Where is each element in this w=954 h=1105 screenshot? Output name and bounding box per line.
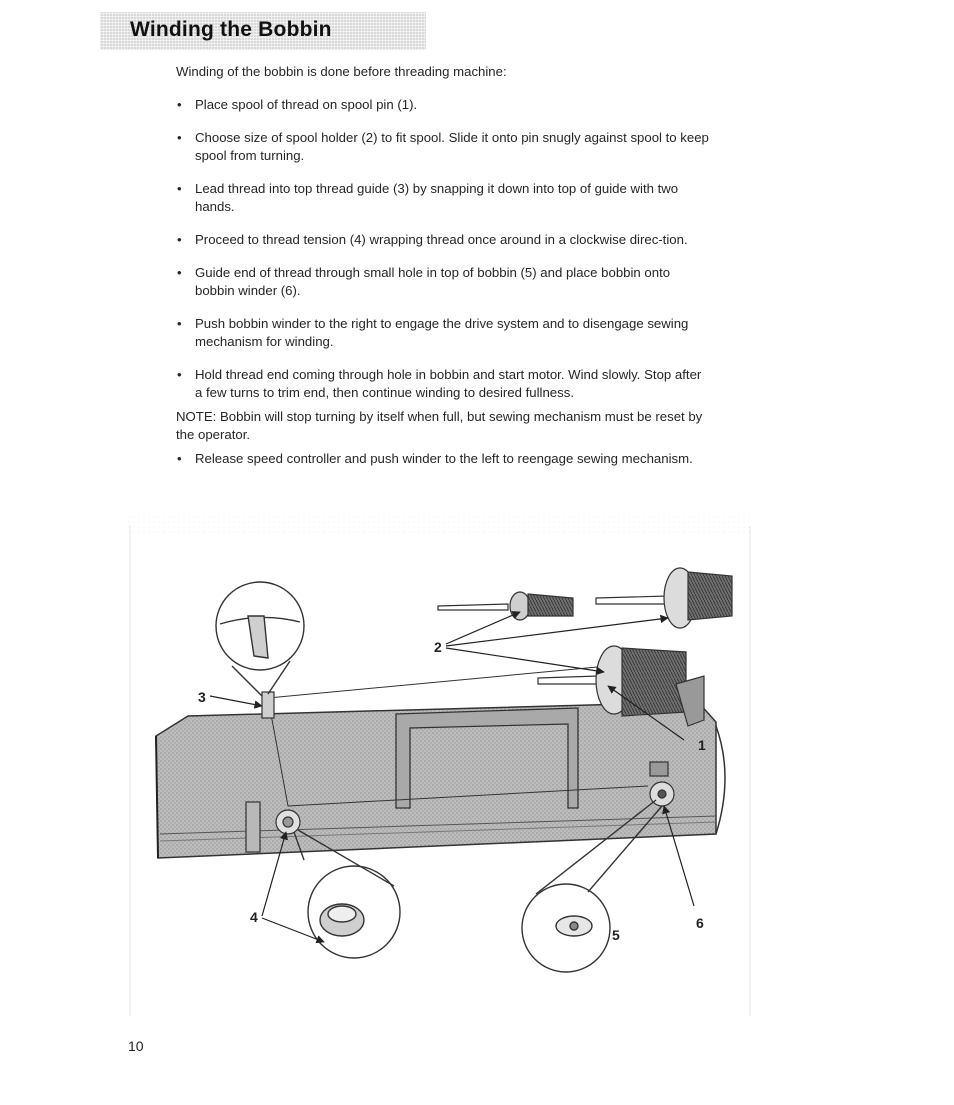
step-list [176, 96, 712, 402]
step-item: • Proceed to thread tension (4) wrapping thread once around in a clockwise direc-tion. [176, 231, 712, 249]
step-item: • Choose size of spool holder (2) to fit spool. Slide it onto pin snugly against spool to keep spool from turning. [176, 129, 712, 165]
callout-1: 1 [698, 737, 706, 753]
thread-guide [262, 692, 274, 718]
callout-4: 4 [250, 909, 258, 925]
callout-2: 2 [434, 639, 442, 655]
note [176, 408, 712, 444]
note-text: Bobbin will stop turning by itself when full, but sewing mechanism must be reset by the operator. [176, 409, 703, 442]
page-number: 10 [128, 1038, 144, 1054]
final-step-list [176, 450, 712, 468]
figure-top-band [128, 516, 752, 536]
step-item: • Release speed controller and push winder to the left to reengage sewing mechanism. [176, 450, 712, 468]
step-item: • Hold thread end coming through hole in bobbin and start motor. Wind slowly. Stop after a few turns to trim end, then continue winding to desired fullness. [176, 366, 712, 402]
step-item: • Guide end of thread through small hole in top of bobbin (5) and place bobbin onto bobbin winder (6). [176, 264, 712, 300]
detail-circle-guide [216, 582, 304, 696]
step-item: • Place spool of thread on spool pin (1). [176, 96, 712, 114]
intro-text: Winding of the bobbin is done before threading machine: [176, 64, 507, 79]
instructions [176, 63, 712, 468]
machine-body [156, 702, 725, 858]
spool-pins [438, 568, 732, 726]
callout-6: 6 [696, 915, 704, 931]
note-label: NOTE: [176, 409, 217, 424]
callout-3: 3 [198, 689, 206, 705]
step-item: • Push bobbin winder to the right to engage the drive system and to disengage sewing mechanism for winding. [176, 315, 712, 351]
page-title: Winding the Bobbin [130, 18, 332, 41]
sewing-machine-illustration [128, 516, 752, 1026]
callout-5: 5 [612, 927, 620, 943]
step-item: • Lead thread into top thread guide (3) by snapping it down into top of guide with two hands. [176, 180, 712, 216]
